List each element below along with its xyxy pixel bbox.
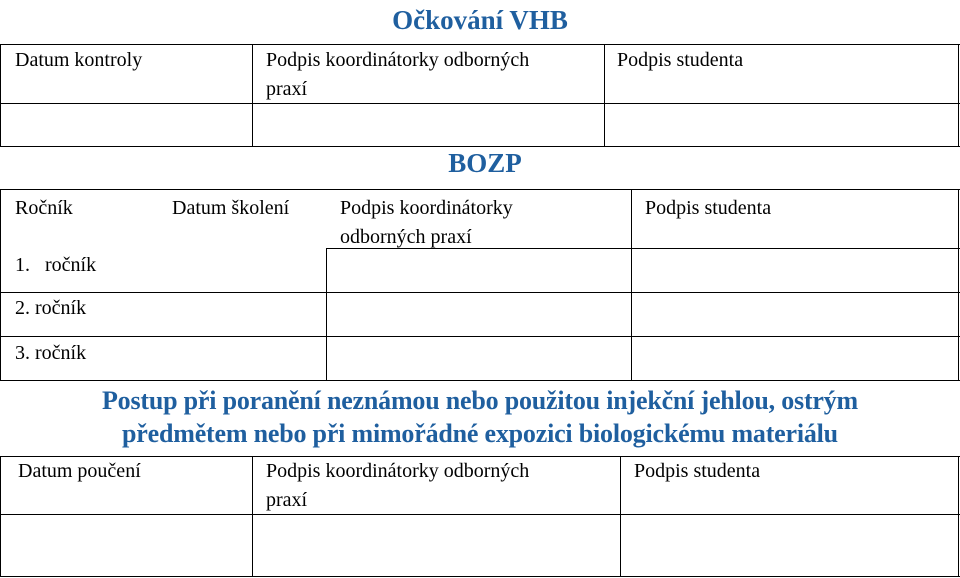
bozp-col-student-header: Podpis studenta (645, 197, 772, 219)
table-border (604, 44, 605, 146)
injury-col-instruction-date-header: Datum poučení (18, 460, 141, 482)
table-border (326, 248, 327, 380)
vhb-title: Očkování VHB (392, 5, 568, 35)
injury-col-coordinator-header-line1: Podpis koordinátorky odborných (266, 460, 530, 482)
bozp-col-year-header: Ročník (15, 197, 73, 219)
bozp-row-label: 3. ročník (15, 342, 87, 364)
table-border (0, 336, 960, 337)
injury-col-student-header: Podpis studenta (634, 460, 761, 482)
table-border (0, 380, 960, 381)
table-border (252, 44, 253, 146)
table-border (620, 456, 621, 577)
bozp-col-coordinator-header-line2: odborných praxí (340, 226, 472, 248)
vhb-col-date-header: Datum kontroly (15, 49, 143, 71)
vhb-col-coordinator-header-line2: praxí (266, 78, 308, 100)
table-border (0, 103, 960, 104)
injury-col-coordinator-header-line2: praxí (266, 489, 308, 511)
bozp-title: BOZP (448, 148, 522, 178)
table-border (0, 292, 960, 293)
bozp-col-coordinator-header-line1: Podpis koordinátorky (340, 197, 513, 219)
bozp-row-label: 1. ročník (15, 254, 97, 276)
table-border (0, 514, 960, 515)
vhb-col-coordinator-header-line1: Podpis koordinátorky odborných (266, 49, 530, 71)
table-border (631, 189, 632, 380)
table-border (958, 189, 959, 380)
table-border (0, 576, 960, 577)
table-border (0, 44, 1, 146)
table-border (252, 456, 253, 577)
bozp-col-training-date-header: Datum školení (172, 197, 290, 219)
bozp-row-label: 2. ročník (15, 297, 87, 319)
table-border (0, 189, 1, 380)
table-border (0, 456, 1, 577)
table-border (958, 44, 959, 146)
injury-title-line2: předmětem nebo při mimořádné expozici biologickému materiálu (122, 419, 838, 448)
table-border (0, 189, 960, 190)
vhb-col-student-header: Podpis studenta (617, 49, 744, 71)
table-border (958, 456, 959, 577)
injury-title-line1: Postup při poranění neznámou nebo použitou injekční jehlou, ostrým (101, 386, 859, 415)
